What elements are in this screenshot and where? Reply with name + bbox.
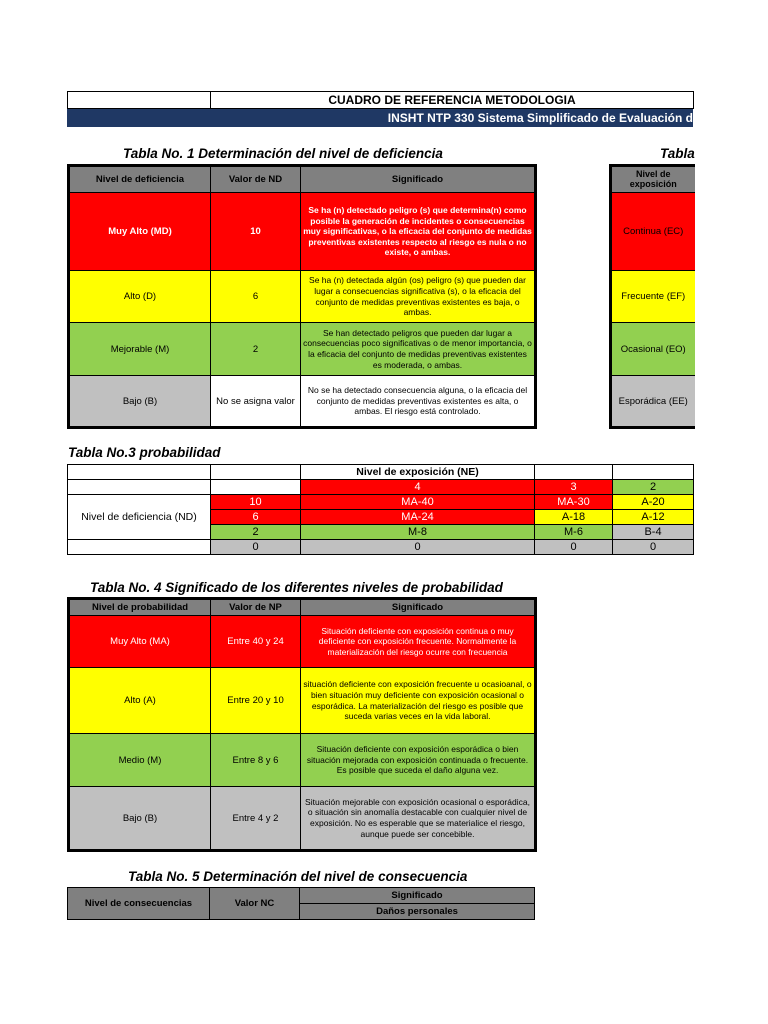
table2-cell: Esporádica (EE) [611,376,695,428]
table3-nd-label: Nivel de deficiencia (ND) [68,495,211,540]
table5-consequence [67,887,535,920]
table4-value: Entre 40 y 24 [211,616,301,668]
table3-empty [211,465,301,480]
table5-header-level: Nivel de consecuencias [68,888,210,920]
table3-empty [68,540,211,555]
table1-value: 6 [211,271,301,323]
table3-empty [613,465,694,480]
table-row [68,540,694,555]
table2-header: Nivel de exposición [611,166,695,193]
header-table [67,91,694,109]
table-row [69,193,536,271]
table2-exposure [609,164,695,429]
table3-ne-header: Nivel de exposición (NE) [301,465,535,480]
table4-level: Medio (M) [69,734,211,787]
table3-cell: A-20 [613,495,694,510]
table-row [69,787,536,851]
table3-empty [535,465,613,480]
table-row [69,668,536,734]
table3-nd-value: 10 [211,495,301,510]
table3-empty [211,480,301,495]
table1-caption: Tabla No. 1 Determinación del nivel de deficiencia [123,146,443,161]
table4-desc: Situación deficiente con exposición esporádica o bien situación mejorada con exposición continuada o frecuente. Es posible que suceda el daño alguna vez. [301,734,536,787]
table3-ne-value: 4 [301,480,535,495]
table-row [69,734,536,787]
table-row [68,495,694,510]
table4-value: Entre 8 y 6 [211,734,301,787]
table-row [611,323,695,376]
table3-ne-value: 3 [535,480,613,495]
table1-deficiency [67,164,537,429]
table-row [69,323,536,376]
table4-desc: Situación mejorable con exposición ocasional o esporádica, o situación sin anomalía destacable con cualquier nivel de exposición. No es esperable que se materialice el riesgo, aunque puede ser concebible. [301,787,536,851]
table3-cell: 0 [535,540,613,555]
table3-ne-value: 2 [613,480,694,495]
table4-level: Bajo (B) [69,787,211,851]
table2-cell: Continua (EC) [611,193,695,271]
table1-desc: Se han detectado peligros que pueden dar lugar a consecuencias poco significativas o de menor importancia, o la eficacia del conjunto de medidas preventivas existentes es moderada, o ambas. [301,323,536,376]
table1-header-level: Nivel de deficiencia [69,166,211,193]
table5-header-value: Valor NC [210,888,300,920]
table1-value: No se asigna valor [211,376,301,428]
table4-desc: Situación deficiente con exposición continua o muy deficiente con exposición frecuente. Normalmente la materialización del riesgo ocurre con frecuencia [301,616,536,668]
table3-cell: A-12 [613,510,694,525]
table-row [69,616,536,668]
header-empty-cell [68,92,211,109]
table3-cell: 0 [613,540,694,555]
table3-cell: MA-30 [535,495,613,510]
table3-nd-value: 0 [211,540,301,555]
header-block [67,91,693,127]
table4-caption: Tabla No. 4 Significado de los diferentes niveles de probabilidad [90,580,503,595]
table3-empty [68,465,211,480]
table1-level: Alto (D) [69,271,211,323]
table3-cell: M-8 [301,525,535,540]
header-subtitle: INSHT NTP 330 Sistema Simplificado de Evaluación d [387,111,693,125]
table-row [611,193,695,271]
table-row [69,376,536,428]
table1-desc: Se ha (n) detectado peligro (s) que determina(n) como posible la generación de incidentes o consecuencias muy significativas, o la eficacia del conjunto de medidas preventivas existentes respecto al riesgo es nula o no existe, o ambas. [301,193,536,271]
table3-cell: MA-24 [301,510,535,525]
table4-desc: situación deficiente con exposición frecuente u ocasioanal, o bien situación muy deficiente con exposición ocasional o esporádica. La materialización del riesgo es posible que suceda varias veces en la vida laboral. [301,668,536,734]
table3-caption: Tabla No.3 probabilidad [68,445,221,460]
header-subtitle-banner [67,109,693,127]
table1-desc: No se ha detectado consecuencia alguna, o la eficacia del conjunto de medidas preventivas existentes es alta, o ambas. El riesgo está controlado. [301,376,536,428]
table3-nd-value: 2 [211,525,301,540]
table3-nd-value: 6 [211,510,301,525]
table2-caption: Tabla [660,146,695,161]
table5-caption: Tabla No. 5 Determinación del nivel de consecuencia [128,869,468,884]
table-row [611,271,695,323]
table1-value: 2 [211,323,301,376]
header-title: CUADRO DE REFERENCIA METODOLOGIA [211,92,694,109]
table4-header-meaning: Significado [301,599,536,616]
table3-cell: 0 [301,540,535,555]
table1-value: 10 [211,193,301,271]
table2-cell: Ocasional (EO) [611,323,695,376]
table3-cell: M-6 [535,525,613,540]
table4-level: Muy Alto (MA) [69,616,211,668]
table-row [611,376,695,428]
table4-value: Entre 20 y 10 [211,668,301,734]
table3-probability [67,464,694,555]
table1-header-value: Valor de ND [211,166,301,193]
table3-empty [68,480,211,495]
table4-header-value: Valor de NP [211,599,301,616]
table1-level: Bajo (B) [69,376,211,428]
table4-probability-meaning [67,597,537,852]
table3-cell: B-4 [613,525,694,540]
table5-header-meaning: Significado [300,888,535,904]
table3-cell: A-18 [535,510,613,525]
table-row [69,271,536,323]
table5-header-personal-damage: Daños personales [300,904,535,920]
table1-level: Muy Alto (MD) [69,193,211,271]
table4-level: Alto (A) [69,668,211,734]
table3-cell: MA-40 [301,495,535,510]
table1-level: Mejorable (M) [69,323,211,376]
table1-header-meaning: Significado [301,166,536,193]
table1-desc: Se ha (n) detectada algún (os) peligro (s) que pueden dar lugar a consecuencias significativa (s), o la eficacia del conjunto de medidas preventivas existentes es baja, o ambas. [301,271,536,323]
table4-value: Entre 4 y 2 [211,787,301,851]
table4-header-level: Nivel de probabilidad [69,599,211,616]
table2-cell: Frecuente (EF) [611,271,695,323]
